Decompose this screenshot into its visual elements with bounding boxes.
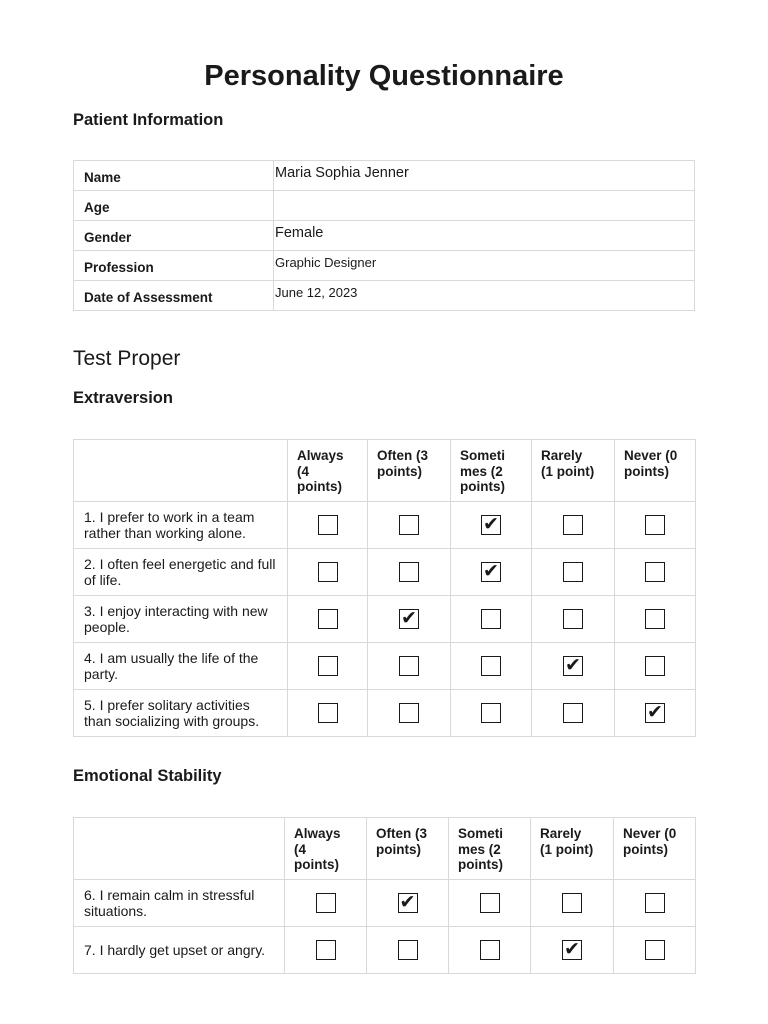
checkbox-unchecked[interactable]	[316, 940, 336, 960]
answer-cell	[531, 927, 614, 974]
question-row	[74, 643, 696, 690]
checkbox-unchecked[interactable]	[562, 893, 582, 913]
checkbox-unchecked[interactable]	[399, 562, 419, 582]
info-value-name[interactable]: Maria Sophia Jenner	[274, 161, 695, 191]
column-header: Rarely (1 point)	[531, 818, 614, 880]
column-header: Often (3 points)	[368, 440, 451, 502]
column-header: Someti mes (2 points)	[451, 440, 532, 502]
answer-cell	[451, 643, 532, 690]
answer-cell	[368, 690, 451, 737]
question-row	[74, 502, 696, 549]
patient-info-heading: Patient Information	[73, 111, 224, 129]
column-header: Always (4 points)	[288, 440, 368, 502]
checkbox-unchecked[interactable]	[563, 703, 583, 723]
likert-header-row	[74, 440, 696, 502]
checkmark-icon: ✔	[399, 891, 416, 913]
checkbox-checked[interactable]	[563, 656, 583, 676]
question-text: 1. I prefer to work in a team rather than working alone.	[74, 502, 288, 549]
answer-cell	[285, 880, 367, 927]
checkbox-unchecked[interactable]	[318, 609, 338, 629]
checkmark-icon: ✔	[564, 938, 580, 960]
header-blank-cell	[74, 440, 288, 502]
question-row	[74, 549, 696, 596]
checkbox-unchecked[interactable]	[481, 703, 501, 723]
answer-cell	[449, 880, 531, 927]
question-row	[74, 927, 696, 974]
checkbox-unchecked[interactable]	[318, 703, 338, 723]
answer-cell	[614, 880, 696, 927]
answer-cell	[367, 927, 449, 974]
answer-cell	[368, 596, 451, 643]
info-label: Name	[74, 161, 274, 191]
checkbox-unchecked[interactable]	[398, 940, 418, 960]
column-header: Never (0 points)	[615, 440, 696, 502]
question-row	[74, 880, 696, 927]
answer-cell	[532, 690, 615, 737]
checkbox-unchecked[interactable]	[481, 656, 501, 676]
info-row-date	[74, 281, 695, 311]
question-text: 7. I hardly get upset or angry.	[74, 927, 285, 974]
likert-header-row	[74, 818, 696, 880]
answer-cell	[368, 643, 451, 690]
answer-cell	[451, 596, 532, 643]
answer-cell	[449, 927, 531, 974]
column-header: Rarely (1 point)	[532, 440, 615, 502]
info-value-date[interactable]: June 12, 2023	[274, 281, 695, 311]
answer-cell	[615, 502, 696, 549]
patient-info-table	[73, 160, 695, 311]
answer-cell	[531, 880, 614, 927]
checkbox-checked[interactable]	[645, 703, 665, 723]
answer-cell	[288, 596, 368, 643]
info-value-gender[interactable]: Female	[274, 221, 695, 251]
answer-cell	[451, 690, 532, 737]
checkbox-unchecked[interactable]	[399, 703, 419, 723]
answer-cell	[532, 502, 615, 549]
checkbox-checked[interactable]	[399, 609, 419, 629]
checkbox-unchecked[interactable]	[645, 940, 665, 960]
checkbox-unchecked[interactable]	[399, 656, 419, 676]
answer-cell	[288, 690, 368, 737]
answer-cell	[532, 596, 615, 643]
info-label: Gender	[74, 221, 274, 251]
checkbox-unchecked[interactable]	[318, 515, 338, 535]
checkbox-checked[interactable]	[481, 562, 501, 582]
answer-cell	[368, 502, 451, 549]
question-text: 2. I often feel energetic and full of life.	[74, 549, 288, 596]
answer-cell	[451, 549, 532, 596]
info-row-age	[74, 191, 695, 221]
answer-cell	[368, 549, 451, 596]
likert-table-emotional-stability	[73, 817, 696, 974]
answer-cell	[532, 549, 615, 596]
checkbox-unchecked[interactable]	[399, 515, 419, 535]
column-header: Someti mes (2 points)	[449, 818, 531, 880]
checkbox-unchecked[interactable]	[318, 562, 338, 582]
answer-cell	[367, 880, 449, 927]
answer-cell	[614, 927, 696, 974]
checkbox-unchecked[interactable]	[645, 609, 665, 629]
checkbox-unchecked[interactable]	[563, 609, 583, 629]
question-text: 3. I enjoy interacting with new people.	[74, 596, 288, 643]
question-row	[74, 690, 696, 737]
info-row-name	[74, 161, 695, 191]
checkmark-icon: ✔	[483, 560, 499, 582]
section-heading-extraversion: Extraversion	[73, 389, 173, 407]
checkbox-unchecked[interactable]	[645, 515, 665, 535]
info-value-age[interactable]	[274, 191, 695, 221]
answer-cell	[288, 643, 368, 690]
info-label: Age	[74, 191, 274, 221]
info-row-profession	[74, 251, 695, 281]
checkbox-unchecked[interactable]	[480, 893, 500, 913]
header-blank-cell	[74, 818, 285, 880]
section-heading-emotional-stability: Emotional Stability	[73, 767, 222, 785]
question-text: 4. I am usually the life of the party.	[74, 643, 288, 690]
answer-cell	[615, 643, 696, 690]
checkbox-unchecked[interactable]	[563, 515, 583, 535]
checkbox-unchecked[interactable]	[563, 562, 583, 582]
info-label: Date of Assessment	[74, 281, 274, 311]
answer-cell	[288, 549, 368, 596]
checkbox-unchecked[interactable]	[316, 893, 336, 913]
checkbox-unchecked[interactable]	[645, 893, 665, 913]
answer-cell	[532, 643, 615, 690]
info-value-profession[interactable]: Graphic Designer	[274, 251, 695, 281]
question-row	[74, 596, 696, 643]
checkmark-icon: ✔	[565, 654, 581, 676]
info-label: Profession	[74, 251, 274, 281]
checkbox-unchecked[interactable]	[645, 562, 665, 582]
checkbox-checked[interactable]	[481, 515, 501, 535]
column-header: Always (4 points)	[285, 818, 367, 880]
checkmark-icon: ✔	[647, 701, 663, 723]
checkbox-unchecked[interactable]	[480, 940, 500, 960]
answer-cell	[615, 690, 696, 737]
test-proper-heading: Test Proper	[73, 347, 181, 370]
column-header: Often (3 points)	[367, 818, 449, 880]
checkbox-checked[interactable]	[398, 893, 418, 913]
info-row-gender	[74, 221, 695, 251]
page-title: Personality Questionnaire	[204, 60, 564, 92]
question-text: 5. I prefer solitary activities than socializing with groups.	[74, 690, 288, 737]
answer-cell	[615, 549, 696, 596]
checkbox-unchecked[interactable]	[318, 656, 338, 676]
likert-table-extraversion	[73, 439, 696, 737]
answer-cell	[615, 596, 696, 643]
checkbox-unchecked[interactable]	[481, 609, 501, 629]
checkmark-icon: ✔	[483, 513, 499, 535]
checkbox-checked[interactable]	[562, 940, 582, 960]
checkmark-icon: ✔	[401, 607, 417, 629]
checkbox-unchecked[interactable]	[645, 656, 665, 676]
answer-cell	[288, 502, 368, 549]
question-text: 6. I remain calm in stressful situations.	[74, 880, 285, 927]
answer-cell	[285, 927, 367, 974]
column-header: Never (0 points)	[614, 818, 696, 880]
answer-cell	[451, 502, 532, 549]
